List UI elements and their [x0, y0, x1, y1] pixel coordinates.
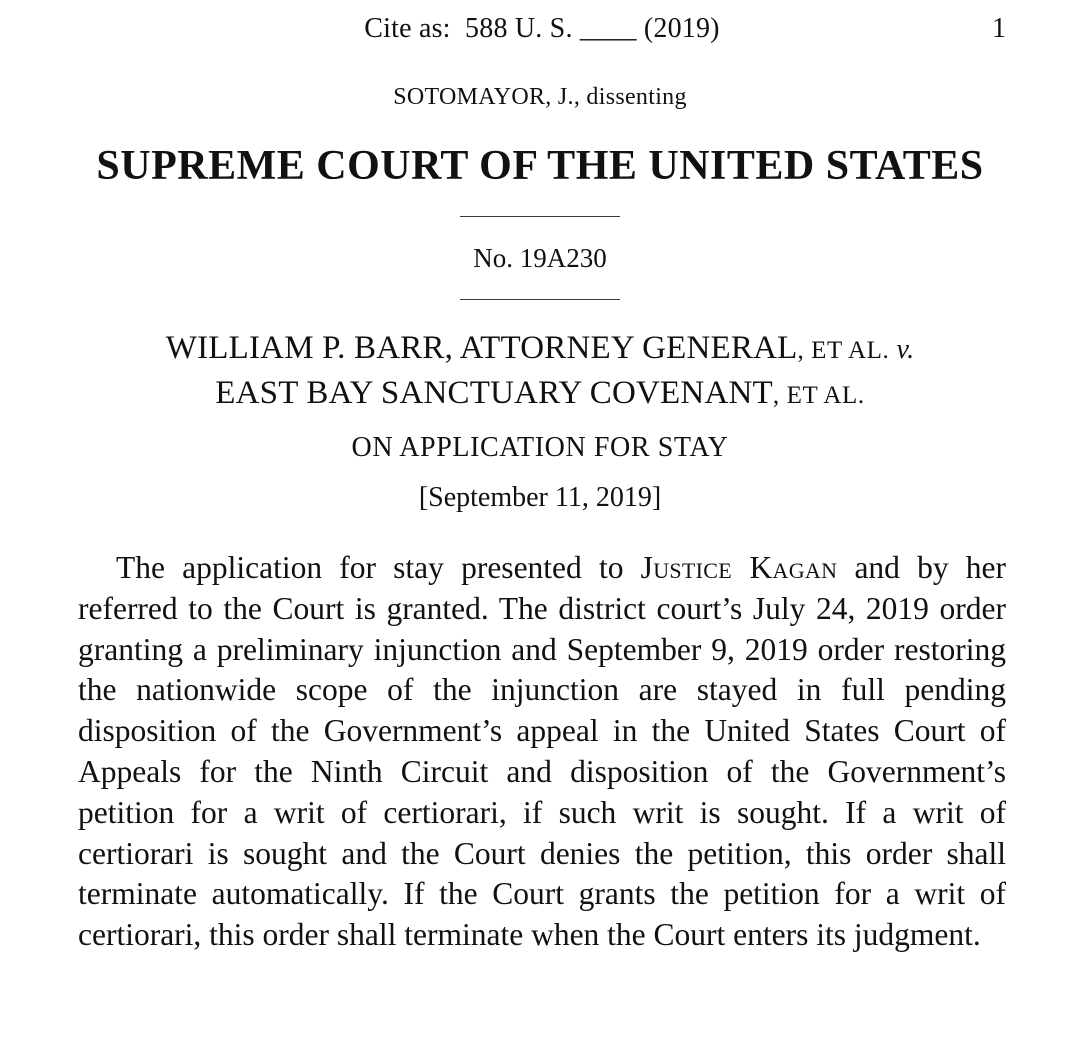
running-head: [78, 13, 1006, 47]
divider-rule-top: [460, 216, 620, 217]
petitioner-name: WILLIAM P. BARR, ATTORNEY GENERAL: [165, 330, 798, 366]
opinion-text-part-1: The application for stay presented to: [116, 550, 641, 585]
opinion-author-name: OTOMAYOR: [406, 84, 546, 110]
respondent-name: EAST BAY SANCTUARY COVENANT: [215, 375, 773, 411]
opinion-text-part-2: and by her referred to the Court is granted. The district court’s July 24, 2019 order granting a preliminary injunction and September 9, 2019 order restoring the nationwide scope of the injunction are stayed in full pending disposition of the Government’s appeal in the United States Court of Appeals for the Ninth Circuit and disposition of the Government’s petition for a writ of certiorari, if such writ is sought. If a writ of certiorari is sought and the Court denies the petition, this order shall terminate automatically. If the Court grants the petition for a writ of certiorari, this order shall terminate when the Court enters its judgment.: [78, 550, 1007, 953]
case-caption-line-petitioner: [60, 327, 1020, 372]
citation-line: Cite as: 588 U. S. ____ (2019): [364, 13, 720, 44]
docket-number: No. 19A230: [473, 243, 607, 273]
opinion-author-initial: S: [393, 84, 407, 110]
opinion-body-text: [78, 548, 1006, 956]
decision-date: [September 11, 2019]: [418, 482, 662, 513]
proceeding-type: ON APPLICATION FOR STAY: [351, 432, 729, 463]
case-caption: [60, 327, 1020, 417]
page-title: SUPREME COURT OF THE UNITED STATES: [96, 143, 984, 189]
versus-marker: v.: [889, 334, 915, 365]
divider-rule-bottom: [460, 299, 620, 300]
opinion-author-suffix: , J., dissenting: [545, 84, 687, 110]
petitioner-etal: , ET AL.: [797, 337, 890, 364]
opinion-author-line: [0, 84, 1080, 111]
respondent-etal: , ET AL.: [772, 382, 865, 409]
justice-reference: Justice Kagan: [640, 550, 838, 585]
case-caption-line-respondent: [60, 372, 1020, 417]
page-number: 1: [992, 13, 1006, 44]
